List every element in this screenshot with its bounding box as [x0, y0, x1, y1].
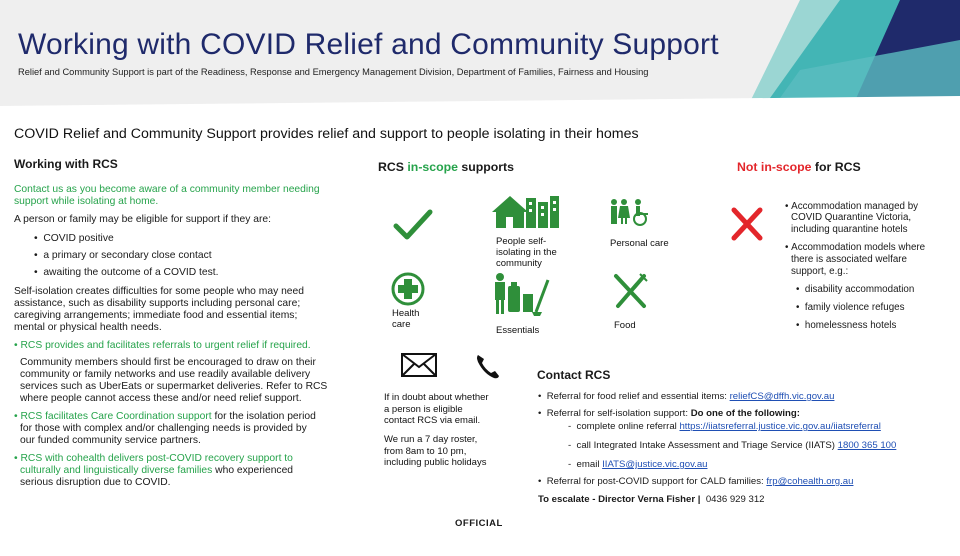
eligible-item: • COVID positive	[34, 233, 114, 244]
cohealth-line: serious disruption due to COVID.	[20, 477, 171, 488]
health-cross-icon	[391, 272, 425, 306]
food-label: Food	[614, 320, 636, 331]
essentials-label: Essentials	[496, 325, 540, 336]
care-coord-line: for those with complex and/or challenging needs is provided by	[20, 423, 307, 434]
email-iiats: - email IIATS@justice.vic.gov.au	[568, 459, 708, 470]
page-subtitle: Relief and Community Support is part of the Readiness, Response and Emergency Management Division, Department of Families, Fairness and Housing	[18, 67, 649, 77]
not-in-scope-sub-item: • homelessness hotels	[796, 320, 897, 331]
health-care-label: Health care	[392, 308, 420, 330]
checkmark-icon	[392, 208, 434, 242]
self-isolation-line: assistance, such as disability supports including personal care;	[14, 298, 301, 309]
online-referral: - complete online referral https://iiatsreferral.justice.vic.gov.au/iiatsreferral	[568, 421, 881, 432]
not-in-scope-item-line: there is associated welfare	[791, 254, 907, 265]
personal-care-label: Personal care	[610, 238, 669, 249]
roster-text: We run a 7 day roster, from 8am to 10 pm, including public holidays	[384, 434, 487, 468]
rcs-urgent: • RCS provides and facilitates referrals to urgent relief if required.	[14, 340, 311, 351]
eligible-item: • a primary or secondary close contact	[34, 250, 212, 261]
not-in-scope-item: • Accommodation managed by	[785, 201, 919, 212]
not-in-scope-item-line: COVID Quarantine Victoria,	[791, 212, 912, 223]
page-title: Working with COVID Relief and Community Support	[18, 28, 719, 61]
people-wheelchair-icon	[608, 198, 650, 226]
envelope-icon	[400, 352, 438, 378]
eligible-intro: A person or family may be eligible for support if they are:	[14, 214, 271, 225]
contact-email-text: If in doubt about whether a person is eligible contact RCS via email.	[384, 392, 489, 426]
not-in-scope-item-line: support, e.g.:	[791, 266, 849, 277]
cohealth-line: culturally and linguistically diverse families who experienced	[20, 465, 294, 476]
eligible-item: • awaiting the outcome of a COVID test.	[34, 267, 219, 278]
not-in-scope-sub-item: • family violence refuges	[796, 302, 905, 313]
cald-email-link[interactable]: frp@cohealth.org.au	[766, 476, 854, 487]
self-isolation-line: mental or physical health needs.	[14, 322, 162, 333]
community-line: where people cannot access these and/or need relief support.	[20, 393, 302, 404]
community-line: community or family networks and use readily available delivery	[20, 369, 311, 380]
contact-note-line: Contact us as you become aware of a community member needing	[14, 184, 320, 195]
call-iiats: - call Integrated Intake Assessment and Triage Service (IIATS) 1800 365 100	[568, 440, 897, 451]
care-coord-line: our funded community service partners.	[20, 435, 201, 446]
self-isolation-line: Self-isolation creates difficulties for some people who may need	[14, 286, 304, 297]
online-referral-link[interactable]: https://iiatsreferral.justice.vic.gov.au/iiatsreferral	[679, 421, 881, 432]
community-line: Community members should first be encouraged to draw on their	[20, 357, 316, 368]
people-isolating-label: People self- isolating in the community	[496, 236, 557, 269]
houses-icon	[490, 192, 560, 230]
not-in-scope-heading: Not in-scope for RCS	[737, 160, 861, 174]
fork-knife-icon	[612, 272, 648, 310]
official-label: OFFICIAL	[455, 518, 503, 529]
in-scope-heading: RCS in-scope supports	[378, 160, 514, 174]
care-coord: • RCS facilitates Care Coordination support for the isolation period	[14, 411, 316, 422]
header-banner	[0, 0, 960, 112]
not-in-scope-item-line: including quarantine hotels	[791, 224, 908, 235]
left-heading: Working with RCS	[14, 157, 118, 171]
food-referral: • Referral for food relief and essential items: reliefCS@dffh.vic.gov.au	[538, 391, 835, 402]
self-iso-referral: • Referral for self-isolation support: Do one of the following:	[538, 408, 800, 419]
cleaning-essentials-icon	[490, 272, 552, 318]
iiats-phone-link[interactable]: 1800 365 100	[837, 440, 897, 451]
contact-heading: Contact RCS	[537, 368, 611, 382]
contact-note-line: support while isolating at home.	[14, 196, 159, 207]
food-email-link[interactable]: reliefCS@dffh.vic.gov.au	[729, 391, 835, 402]
not-in-scope-sub-item: • disability accommodation	[796, 284, 915, 295]
iiats-email-link[interactable]: IIATS@justice.vic.gov.au	[602, 459, 708, 470]
intro-text: COVID Relief and Community Support provides relief and support to people isolating in their homes	[14, 126, 639, 142]
red-cross-icon	[730, 206, 764, 242]
cohealth-line: • RCS with cohealth delivers post-COVID recovery support to	[14, 453, 293, 464]
community-line: services such as UberEats or supermarket deliveries. Refer to RCS	[20, 381, 328, 392]
phone-icon	[474, 352, 500, 380]
cald-referral: • Referral for post-COVID support for CALD families: frp@cohealth.org.au	[538, 476, 854, 487]
escalate: To escalate - Director Verna Fisher | 0436 929 312	[538, 494, 765, 505]
self-isolation-line: caregiving arrangements; immediate food and essential items;	[14, 310, 298, 321]
not-in-scope-item: • Accommodation models where	[785, 242, 926, 253]
